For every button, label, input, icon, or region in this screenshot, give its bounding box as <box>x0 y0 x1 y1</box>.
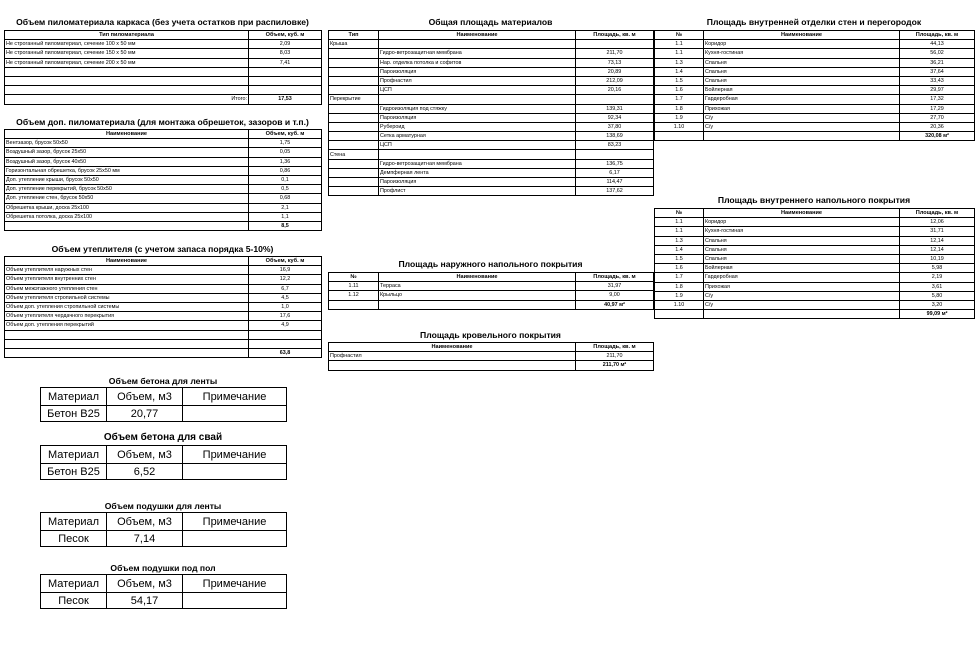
frame-lumber-title: Объем пиломатериала каркаса (без учета остатков при распиловке) <box>16 17 309 27</box>
col-header: Наименование <box>704 31 900 40</box>
table-row: 1.11 Терраса 31,97 <box>329 282 654 291</box>
table-row: Обрешетка крыши, доска 25х100 2,1 <box>5 203 322 212</box>
col-header: № <box>655 209 704 218</box>
col-header: Площадь, кв. м <box>576 273 654 282</box>
table-row: 1.3 Спальня 36,21 <box>655 58 975 67</box>
table-row: Воздушный зазор, брусок 25х50 0,05 <box>5 148 322 157</box>
col-header: Площадь, кв. м <box>576 343 654 352</box>
table-row: Не строганный пиломатериал, сечение 100 х 50 мм 2,09 <box>5 40 322 49</box>
table-row: Демпферная лента 6,17 <box>329 168 654 177</box>
total-value: 99,09 м² <box>900 310 975 319</box>
group-row <box>329 150 654 159</box>
col-header: Площадь, кв. м <box>900 209 975 218</box>
total-row <box>5 95 322 104</box>
indoor-floor-table <box>654 208 975 319</box>
group-label: Стена <box>329 150 379 159</box>
total-row <box>5 221 322 230</box>
table-row: 1.8 Прихожая 3,61 <box>655 282 975 291</box>
materials-table <box>328 30 654 196</box>
wall-finish-title: Площадь внутренней отделки стен и перегородок <box>706 17 922 27</box>
table-row: Бетон B25 6,52 <box>41 464 287 480</box>
table-row: Вентзазор, брусок 50х50 1,75 <box>5 139 322 148</box>
table-row: Пароизоляция 20,89 <box>329 67 654 76</box>
roof-cover-title: Площадь кровельного покрытия <box>420 330 561 340</box>
col-header: № <box>655 31 704 40</box>
table-row: 1.1 Коридор 44,13 <box>655 40 975 49</box>
col-header: Наименование <box>329 343 576 352</box>
table-row: 1.1 Кухня-гостиная 56,02 <box>655 49 975 58</box>
table-row: Гидро-ветрозащитная мембрана 211,70 <box>329 49 654 58</box>
roof-cover-table <box>328 342 654 371</box>
sand-strip-title: Объем подушки для ленты <box>104 501 222 511</box>
table-row: 1.5 Спальня 33,43 <box>655 76 975 85</box>
table-row: Профлист 137,62 <box>329 187 654 196</box>
table-row: 1.10 С/у 20,36 <box>655 122 975 131</box>
table-row: Объем утеплителя чердачного перекрытия 17,6 <box>5 312 322 321</box>
col-header: Тип <box>329 31 379 40</box>
total-row <box>329 361 654 370</box>
col-header: Объем, куб. м <box>249 257 322 266</box>
sand-floor-table: Материал Объем, м3 Примечание Песок 54,17 <box>40 574 287 609</box>
table-row: Обрешетка потолка, доска 25х100 1,1 <box>5 212 322 221</box>
col-header: Наименование <box>5 257 249 266</box>
col-header: Тип пиломатериала <box>5 31 249 40</box>
concrete-strip-title: Объем бетона для ленты <box>108 376 218 386</box>
indoor-floor-title: Площадь внутреннего напольного покрытия <box>717 195 911 205</box>
table-row: Профнастил 212,09 <box>329 76 654 85</box>
group-row <box>329 40 654 49</box>
total-value: 63,8 <box>249 348 322 357</box>
table-row: Объем утеплителя стропильной системы 4,5 <box>5 293 322 302</box>
table-row: Не строганный пиломатериал, сечение 200 х 50 мм 7,41 <box>5 58 322 67</box>
concrete-strip-table: Материал Объем, м3 Примечание Бетон B25 20,77 <box>40 387 287 422</box>
col-header: Объем, куб. м <box>249 130 322 139</box>
group-label: Перекрытие <box>329 95 379 104</box>
extra-lumber-title: Объем доп. пиломатериала (для монтажа обрешеток, зазоров и т.п.) <box>16 117 309 127</box>
group-label: Крыша <box>329 40 379 49</box>
table-row: Песок 7,14 <box>41 531 287 547</box>
concrete-piles-table: Материал Объем, м3 Примечание Бетон B25 6,52 <box>40 445 287 480</box>
col-header: Наименование <box>704 209 900 218</box>
table-row: Песок 54,17 <box>41 593 287 609</box>
table-row: ЦСП 83,23 <box>329 141 654 150</box>
total-value: 40,97 м² <box>576 300 654 309</box>
table-row: Сетка арматурная 138,69 <box>329 132 654 141</box>
insulation-title: Объем утеплителя (с учетом запаса порядка 5-10%) <box>51 244 274 254</box>
table-row: Объем межэтажного утепления стен 6,7 <box>5 284 322 293</box>
sand-floor-title: Объем подушки под пол <box>110 563 216 573</box>
table-row: Доп. утепление перекрытий, брусок 50х50 0,5 <box>5 185 322 194</box>
table-row: Доп. утепление стен, брусок 50х50 0,68 <box>5 194 322 203</box>
table-row: Горизонтальная обрешетка, брусок 25х50 мм 0,86 <box>5 166 322 175</box>
concrete-piles-title: Объем бетона для свай <box>103 432 223 443</box>
table-row: 1.7 Гардеробная 2,19 <box>655 273 975 282</box>
table-row: ЦСП 20,16 <box>329 86 654 95</box>
table-row: Объем доп. утепления перекрытий 4,9 <box>5 321 322 330</box>
table-row: 1.1 Коридор 12,06 <box>655 218 975 227</box>
extra-lumber-table <box>4 129 322 231</box>
table-row: 1.6 Бойлерная 5,98 <box>655 264 975 273</box>
outdoor-floor-title: Площадь наружного напольного покрытия <box>398 259 583 269</box>
table-row: 1.9 С/у 27,70 <box>655 113 975 122</box>
total-value: 211,70 м² <box>576 361 654 370</box>
total-value: 320,08 м² <box>900 132 975 141</box>
insulation-table <box>4 256 322 358</box>
col-header: № <box>329 273 379 282</box>
table-row: Пароизоляция 114,47 <box>329 178 654 187</box>
table-row: 1.12 Крыльцо 9,00 <box>329 291 654 300</box>
col-header: Наименование <box>379 273 576 282</box>
table-row: Доп. утепление крыши, брусок 50х50 0,1 <box>5 175 322 184</box>
outdoor-floor-table <box>328 272 654 310</box>
table-row: Объем утеплителя наружных стен 16,9 <box>5 266 322 275</box>
table-row: 1.8 Прихожая 17,29 <box>655 104 975 113</box>
col-header: Наименование <box>5 130 249 139</box>
table-row: Пароизоляция 92,34 <box>329 113 654 122</box>
table-row: Воздушный зазор, брусок 40х50 1,36 <box>5 157 322 166</box>
col-header: Объем, куб. м <box>249 31 322 40</box>
total-value: 8,5 <box>249 221 322 230</box>
total-value: 17,53 <box>249 95 322 104</box>
table-row: Объем утеплителя внутренних стен 12,2 <box>5 275 322 284</box>
table-row: 1.4 Спальня 37,64 <box>655 67 975 76</box>
col-header: Наименование <box>379 31 576 40</box>
table-row: Рубероид 37,80 <box>329 122 654 131</box>
table-row: Профнастил 211,70 <box>329 352 654 361</box>
sand-strip-table: Материал Объем, м3 Примечание Песок 7,14 <box>40 512 287 547</box>
table-row: 1.1 Кухня-гостиная 31,71 <box>655 227 975 236</box>
total-row <box>655 132 975 141</box>
total-row <box>329 300 654 309</box>
table-row: Нар. отделка потолка и софитов 73,13 <box>329 58 654 67</box>
group-row <box>329 95 654 104</box>
table-row: 1.4 Спальня 12,14 <box>655 245 975 254</box>
table-row: 1.10 С/у 3,20 <box>655 300 975 309</box>
total-row <box>5 348 322 357</box>
table-row: 1.9 С/у 5,80 <box>655 291 975 300</box>
table-row: 1.5 Спальня 10,19 <box>655 254 975 263</box>
table-row: 1.3 Спальня 12,14 <box>655 236 975 245</box>
total-label: Итого: <box>5 95 249 104</box>
col-header: Площадь, кв. м <box>900 31 975 40</box>
table-row: Гидроизоляция под стяжку 139,31 <box>329 104 654 113</box>
table-row: 1.7 Гардеробная 17,32 <box>655 95 975 104</box>
table-row: Гидро-ветрозащитная мембрана 136,75 <box>329 159 654 168</box>
table-row: Объем доп. утепления стропильной системы 1,0 <box>5 302 322 311</box>
table-row: 1.6 Бойлерная 29,97 <box>655 86 975 95</box>
wall-finish-table <box>654 30 975 141</box>
table-row: Не строганный пиломатериал, сечение 150 х 50 мм 8,03 <box>5 49 322 58</box>
total-row <box>655 310 975 319</box>
frame-lumber-table <box>4 30 322 105</box>
table-row: Бетон B25 20,77 <box>41 406 287 422</box>
materials-title: Общая площадь материалов <box>428 17 553 27</box>
col-header: Площадь, кв. м <box>576 31 654 40</box>
